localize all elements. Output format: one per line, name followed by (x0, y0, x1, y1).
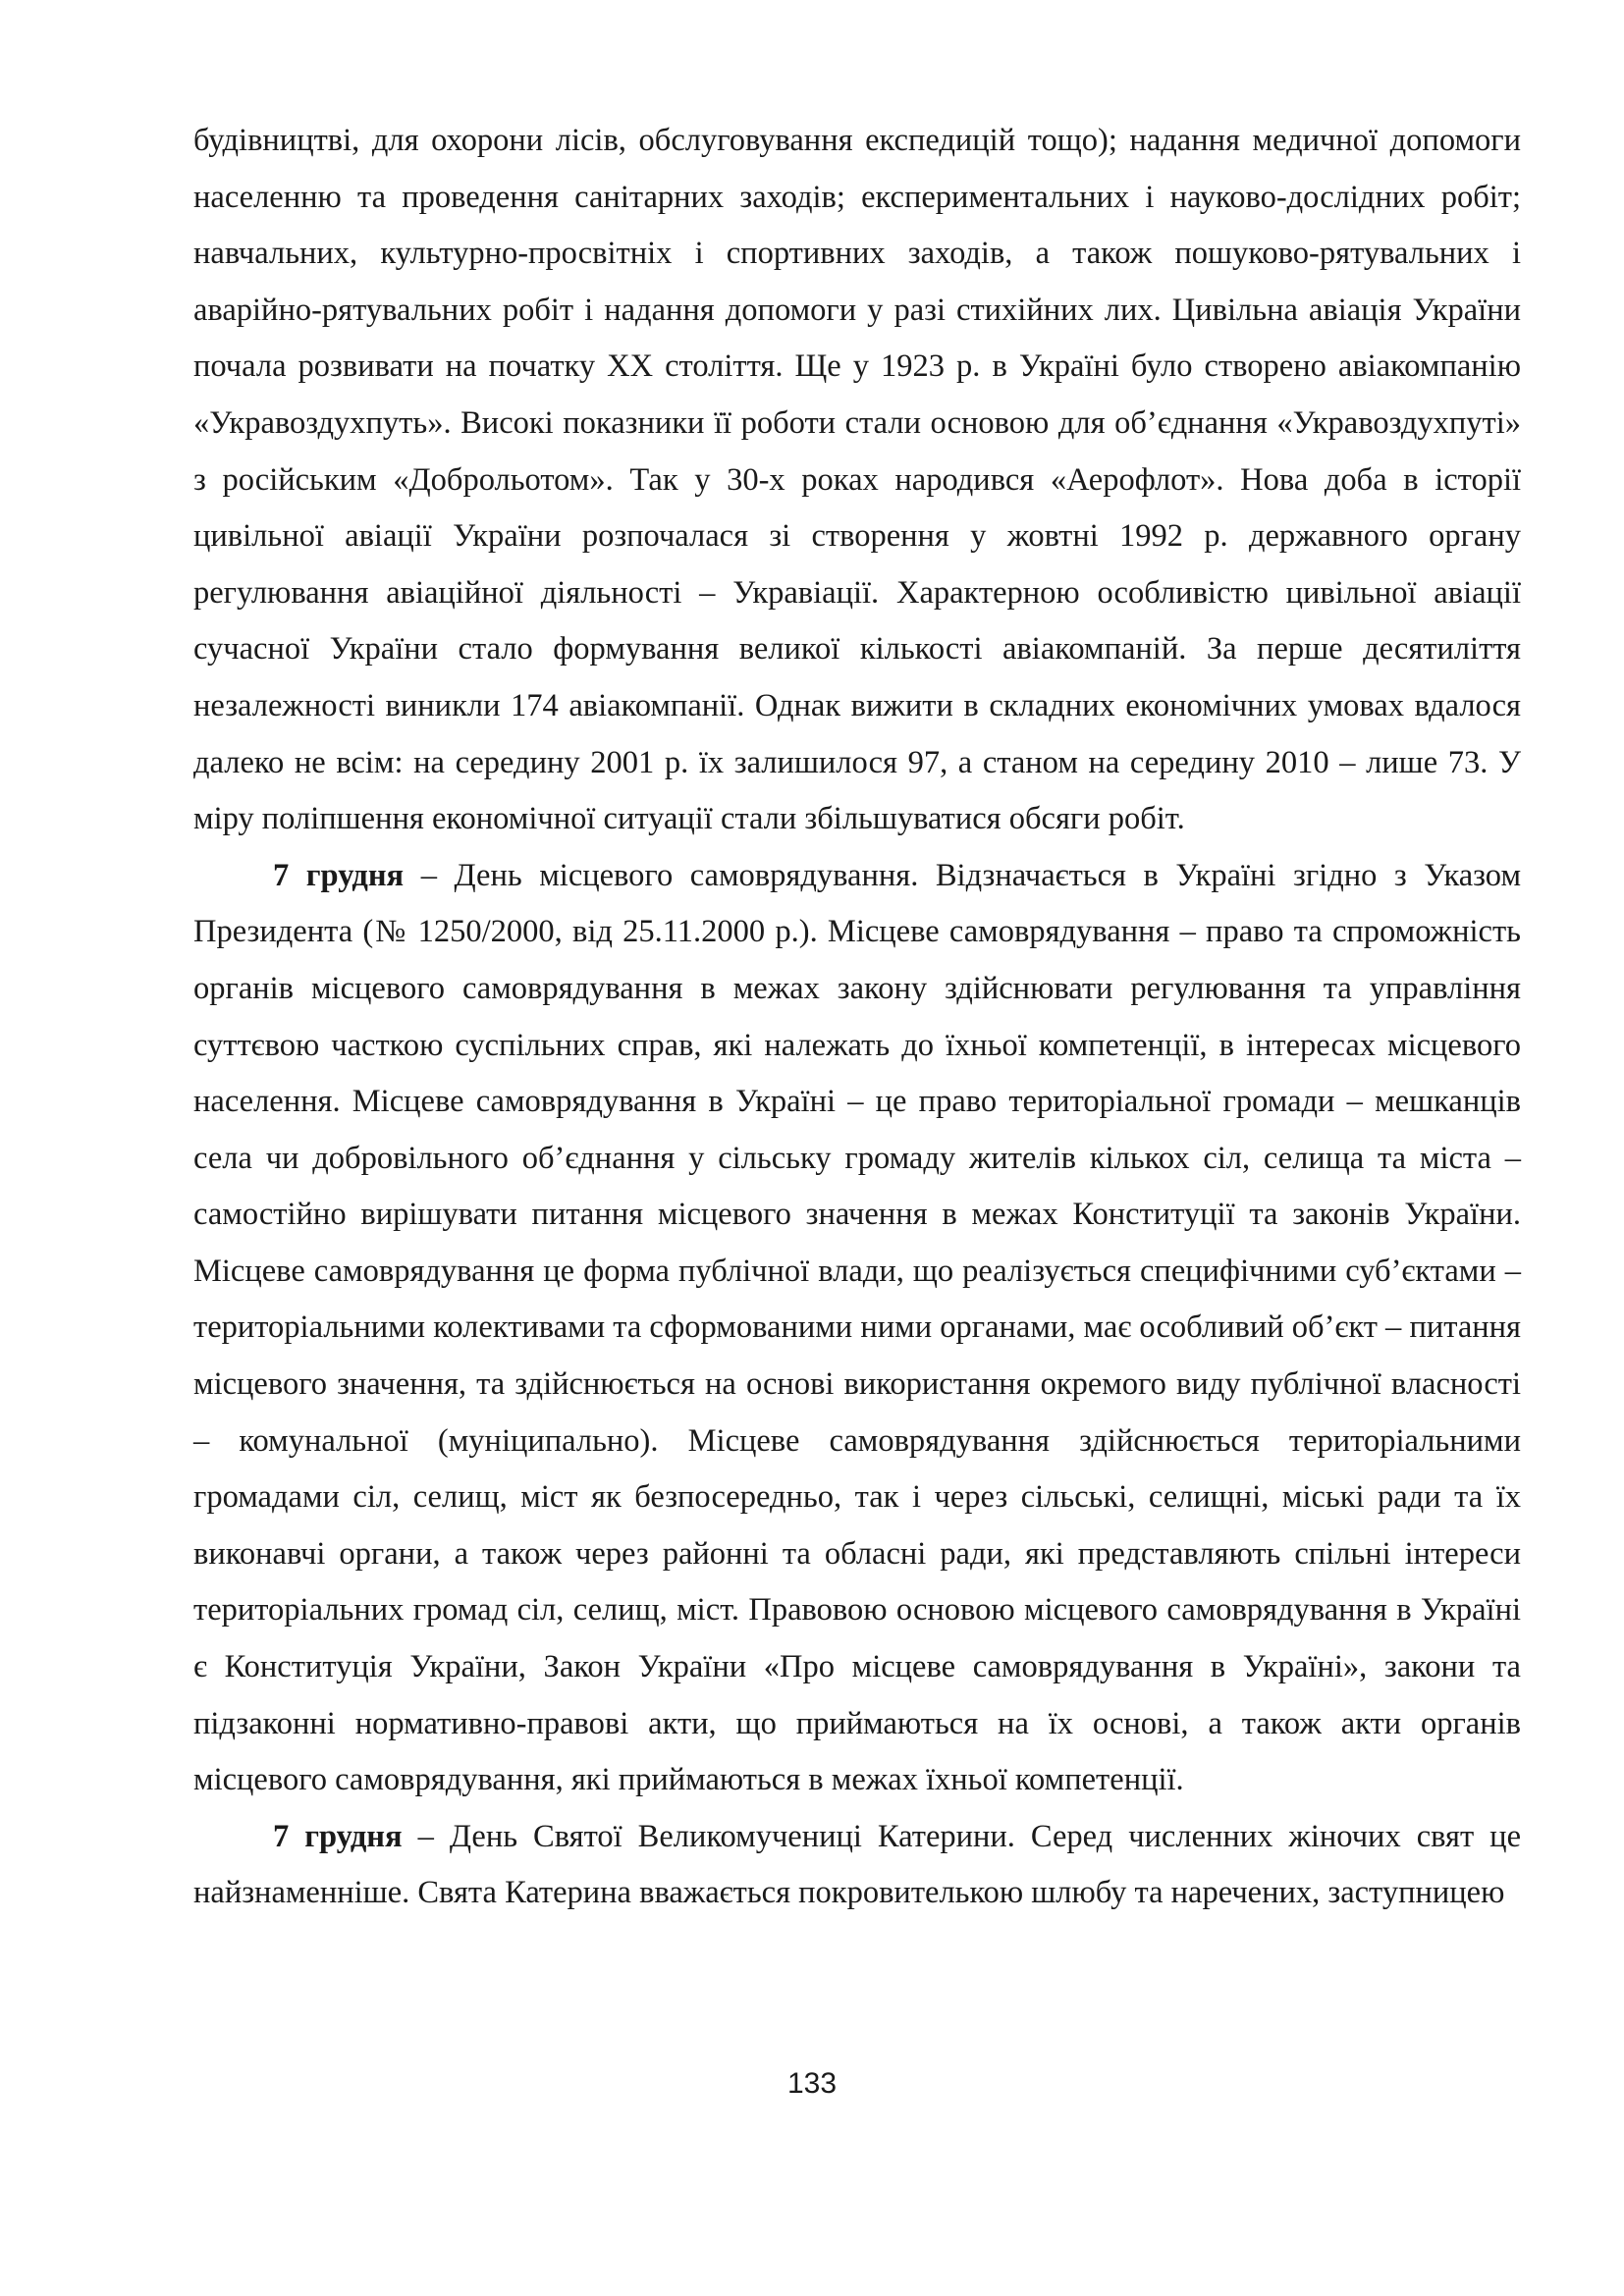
document-page (193, 113, 1521, 1922)
paragraph-text: – День Святої Великомучениці Катерини. Серед численних жіночих свят це найзнаменніше. Свята Катерина вважається покровителькою шлюбу та наречених, заступницею (193, 1818, 1521, 1911)
paragraph-saint-catherine-day (193, 1809, 1521, 1922)
paragraph-date: 7 грудня (273, 857, 405, 893)
paragraph-text: – День місцевого самоврядування. Відзначається в Україні згідно з Указом Президента (№ 1250/2000, від 25.11.2000 р.). Місцеве самоврядування – право та спроможність органів місцевого самоврядування в межах закону здійснювати регулювання та управління суттєвою часткою суспільних справ, які належать до їхньої компетенції, в інтересах місцевого населення. Місцеве самоврядування в Україні – це право територіальної громади – мешканців села чи добровільного об’єднання у сільську громаду жителів кількох сіл, селища та міста – самостійно вирішувати питання місцевого значення в межах Конституції та законів України. Місцеве самоврядування це форма публічної влади, що реалізується специфічними суб’єктами – територіальними колективами та сформованими ними органами, має особливий об’єкт – питання місцевого значення, та здійснюється на основі використання окремого виду публічної власності – комунальної (муніципально). Місцеве самоврядування здійснюється територіальними громадами сіл, селищ, міст як безпосередньо, так і через сільські, селищні, міські ради та їх виконавчі органи, а також через районні та обласні ради, які представляють спільні інтереси територіальних громад сіл, селищ, міст. Правовою основою місцевого самоврядування в Україні є Конституція України, Закон України «Про місцеве самоврядування в Україні», закони та підзаконні нормативно-правові акти, що приймаються на їх основі, а також акти органів місцевого самоврядування, які приймаються в межах їхньої компетенції. (193, 857, 1522, 1798)
page-number: 133 (786, 2067, 838, 2100)
paragraph-aviation-continued (193, 113, 1521, 848)
paragraph-text: будівництві, для охорони лісів, обслуговування експедицій тощо); надання медичної допомоги населенню та проведення санітарних заходів; експериментальних і науково-дослідних робіт; навчальних, культурно-просвітніх і спортивних заходів, а також пошуково-рятувальних і аварійно-рятувальних робіт і надання допомоги у разі стихійних лих. Цивільна авіація України почала розвивати на початку XX століття. Ще у 1923 р. в Україні було створено авіакомпанію «Укравоздухпуть». Високі показники її роботи стали основою для об’єднання «Укравоздухпуті» з російським «Доброльотом». Так у 30-х роках народився «Аерофлот». Нова доба в історії цивільної авіації України розпочалася зі створення у жовтні 1992 р. державного органу регулювання авіаційної діяльності – Укравіації. Характерною особливістю цивільної авіації сучасної України стало формування великої кількості авіакомпаній. За перше десятиліття незалежності виникли 174 авіакомпанії. Однак вижити в складних економічних умовах вдалося далеко не всім: на середину 2001 р. їх залишилося 97, а станом на середину 2010 – лише 73. У міру поліпшення економічної ситуації стали збільшуватися обсяги робіт. (193, 123, 1521, 837)
paragraph-local-self-government-day (193, 848, 1521, 1809)
paragraph-date: 7 грудня (273, 1818, 403, 1854)
